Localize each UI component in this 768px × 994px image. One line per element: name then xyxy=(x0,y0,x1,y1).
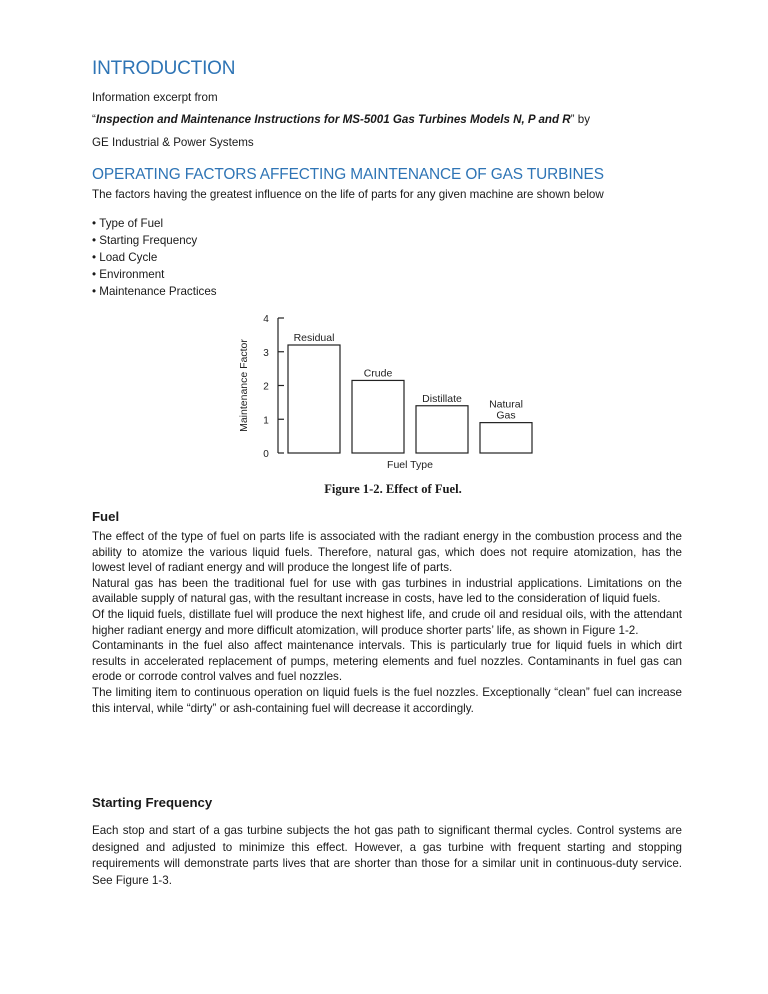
bar xyxy=(352,380,404,453)
y-tick-label: 2 xyxy=(263,381,269,393)
bar xyxy=(416,406,468,453)
bar-label: Distillate xyxy=(422,392,462,405)
paragraph: The effect of the type of fuel on parts life is associated with the radiant energy in the combustion process and the ability to atomize the various liquid fuels. Therefore, natural gas, which does not require atomization, has the lowest level of radiant energy and will produce the longest life of parts. xyxy=(92,530,682,575)
list-item: • Maintenance Practices xyxy=(92,283,217,300)
list-item: • Environment xyxy=(92,266,217,283)
document-title: Inspection and Maintenance Instructions for MS-5001 Gas Turbines Models N, P and R xyxy=(95,113,571,126)
section-heading-fuel: Fuel xyxy=(92,509,120,524)
bar-label: Gas xyxy=(496,409,516,422)
y-tick-label: 1 xyxy=(263,415,269,427)
quote-close: ” by xyxy=(570,113,590,126)
figure-caption: Figure 1-2. Effect of Fuel. xyxy=(324,482,462,496)
intro-publisher-line: GE Industrial & Power Systems xyxy=(92,136,254,149)
paragraph: Of the liquid fuels, distillate fuel will produce the next highest life, and crude oil and residual oils, with the attendant higher radiant energy and more difficult atomization, will produce shorter parts’ life, as shown in Figure 1-2. xyxy=(92,607,682,637)
fuel-effect-chart xyxy=(232,306,542,506)
quote-open: “ xyxy=(92,113,96,126)
heading-introduction: INTRODUCTION xyxy=(92,58,236,79)
paragraph: Natural gas has been the traditional fuel for use with gas turbines in industrial applications. Limitations on the available supply of natural gas, with the resultant increase in costs, have led to the consideration of liquid fuels. xyxy=(92,576,682,606)
paragraph: Each stop and start of a gas turbine subjects the hot gas path to significant thermal cycles. Control systems are designed and adjusted to minimize this effect. However, a gas turbine with frequent starting and stopping requirements will demonstrate parts lives that are shorter than those for a similar unit in continuous-duty service. See Figure 1-3. xyxy=(92,824,682,887)
paragraph: The limiting item to continuous operation on liquid fuels is the fuel nozzles. Exceptionally “clean” fuel can increase this interval, while “dirty” or ash-containing fuel will decrease it accordingly. xyxy=(92,685,682,715)
heading-operating-factors: OPERATING FACTORS AFFECTING MAINTENANCE OF GAS TURBINES xyxy=(92,166,604,183)
fuel-section-body xyxy=(92,529,682,716)
bar-label: Natural xyxy=(489,398,523,411)
y-tick-label: 0 xyxy=(263,449,269,460)
intro-source-line: Information excerpt from xyxy=(92,91,218,104)
list-item: • Type of Fuel xyxy=(92,215,217,232)
bar-label: Crude xyxy=(363,367,393,380)
bar xyxy=(288,345,340,453)
bar-label: Residual xyxy=(293,332,335,344)
intro-title-line xyxy=(92,112,590,127)
factor-list xyxy=(92,215,217,300)
bar xyxy=(480,423,532,453)
y-tick-label: 4 xyxy=(263,314,269,325)
y-tick-label: 3 xyxy=(263,347,269,359)
x-axis-label: Fuel Type xyxy=(387,459,433,471)
factors-intro: The factors having the greatest influence on the life of parts for any given machine are shown below xyxy=(92,188,604,201)
section-heading-starting-frequency: Starting Frequency xyxy=(92,795,213,810)
list-item: • Load Cycle xyxy=(92,249,217,266)
starting-frequency-body xyxy=(92,823,682,889)
list-item: • Starting Frequency xyxy=(92,232,217,249)
paragraph: Contaminants in the fuel also affect maintenance intervals. This is particularly true for liquid fuels in which dirt results in accelerated replacement of pumps, metering elements and fuel nozzles. Contaminants in fuel gas can erode or corrode control valves and fuel nozzles. xyxy=(92,639,682,684)
y-axis-label: Maintenance Factor xyxy=(238,339,250,432)
